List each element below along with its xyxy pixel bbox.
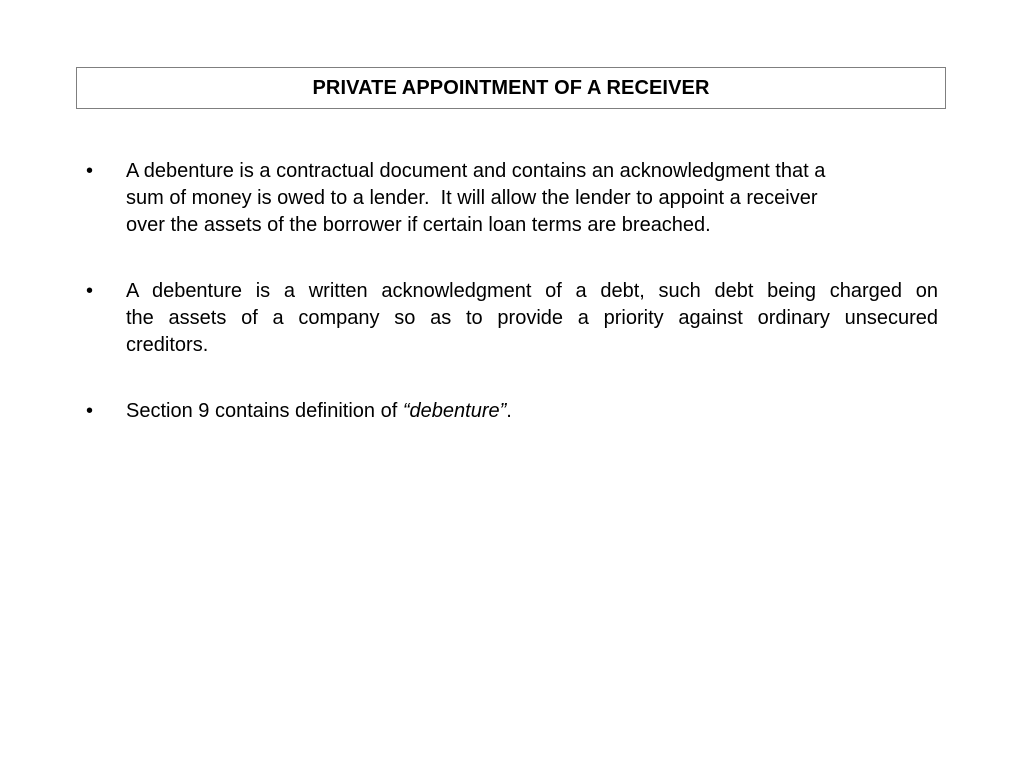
bullet-marker: •	[86, 280, 94, 302]
bullet-2-line-1: A debenture is a written acknowledgment of a debt, such debt being charged on	[126, 280, 938, 302]
bullet-1-line-3: over the assets of the borrower if certain loan terms are breached.	[126, 214, 711, 236]
bullet-2-line-2: the assets of a company so as to provide a priority against ordinary unsecured	[126, 307, 938, 329]
slide-title-box	[76, 67, 946, 109]
bullet-3-emphasis: “debenture”	[402, 400, 507, 422]
bullet-1-line-1: A debenture is a contractual document and contains an acknowledgment that a	[126, 160, 826, 182]
slide-title: PRIVATE APPOINTMENT OF A RECEIVER	[312, 76, 710, 99]
bullet-item-2	[86, 278, 938, 359]
bullet-item-3	[86, 398, 938, 425]
bullet-3-prefix: Section 9 contains definition of	[126, 400, 403, 422]
bullet-3-suffix: .	[506, 400, 512, 422]
bullet-2-line-3: creditors.	[126, 334, 209, 356]
bullet-item-1	[86, 158, 938, 239]
bullet-1-line-2: sum of money is owed to a lender. It will allow the lender to appoint a receiver	[126, 187, 818, 209]
bullet-marker: •	[86, 160, 94, 182]
bullet-marker: •	[86, 400, 94, 422]
bullet-list	[86, 158, 938, 464]
bullet-3-text	[126, 398, 938, 425]
